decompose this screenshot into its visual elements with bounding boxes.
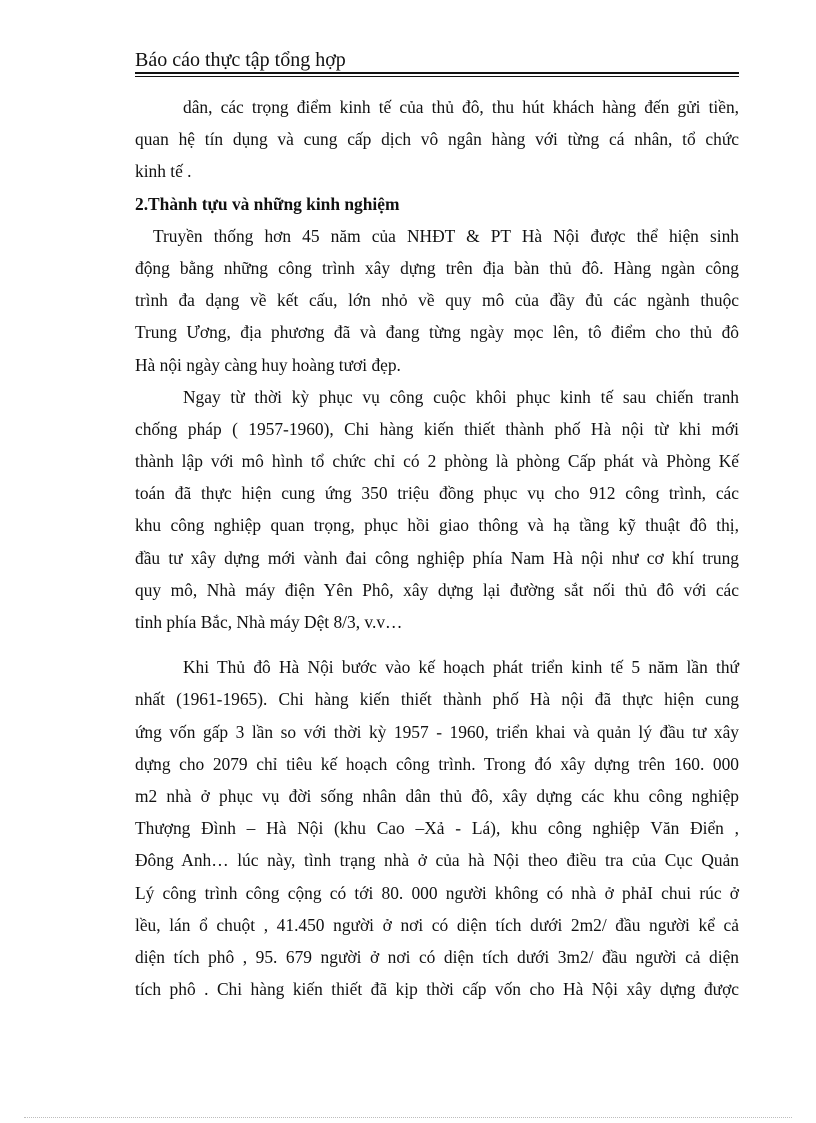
paragraph-line: nhất (1961-1965). Chi hàng kiến thiết thành phố Hà nội đã thực hiện cung [135, 689, 739, 710]
paragraph-line: toán đã thực hiện cung ứng 350 triệu đồng phục vụ cho 912 công trình, các [135, 483, 739, 504]
paragraph-line: ứng vốn gấp 3 lần so với thời kỳ 1957 - 1960, triển khai và quản lý đầu tư xây [135, 721, 739, 742]
paragraph-line: Đông Anh… lúc này, tình trạng nhà ở của hà Nội theo điều tra của Cục Quản [135, 850, 739, 871]
document-body [135, 91, 739, 1005]
paragraph-line: động bằng những công trình xây dựng trên địa bàn thủ đô. Hàng ngàn công [135, 257, 739, 278]
header-rule [135, 72, 739, 74]
paragraph-line: trình đa dạng về kết cấu, lớn nhỏ về quy mô của đầy đủ các ngành thuộc [135, 290, 739, 311]
paragraph-line: diện tích phô , 95. 679 người ở nơi có diện tích dưới 3m2/ đầu người cả diện [135, 946, 739, 967]
paragraph-line: Khi Thủ đô Hà Nội bước vào kế hoạch phát triển kinh tế 5 năm lần thứ [183, 657, 739, 678]
paragraph-line: Lý công trình công cộng có tới 80. 000 người không có nhà ở phảI chui rúc ở [135, 882, 739, 903]
paragraph-line: kinh tế . [135, 161, 192, 182]
section-heading: 2.Thành tựu và những kinh nghiệm [135, 193, 400, 214]
paragraph-line: thành lập với mô hình tổ chức chỉ có 2 phòng là phòng Cấp phát và Phòng Kế [135, 451, 739, 472]
paragraph-line: dựng cho 2079 chỉ tiêu kế hoạch công trình. Trong đó xây dựng trên 160. 000 [135, 753, 739, 774]
paragraph-line: Ngay từ thời kỳ phục vụ công cuộc khôi phục kinh tế sau chiến tranh [183, 386, 739, 407]
paragraph-line: Trung Ương, địa phương đã và đang từng ngày mọc lên, tô điểm cho thủ đô [135, 322, 739, 343]
page-header [135, 48, 739, 72]
paragraph-spacer [135, 638, 739, 651]
paragraph-line: lều, lán ổ chuột , 41.450 người ở nơi có diện tích dưới 2m2/ đầu người kể cả [135, 914, 739, 935]
paragraph-line: chống pháp ( 1957-1960), Chi hàng kiến thiết thành phố Hà nội từ khi mới [135, 418, 739, 439]
paragraph-line: quy mô, Nhà máy điện Yên Phô, xây dựng lại đường sắt nối thủ đô với các [135, 579, 739, 600]
paragraph-line: Thượng Đình – Hà Nội (khu Cao –Xả - Lá), khu công nghiệp Văn Điển , [135, 818, 739, 839]
paragraph-line: đầu tư xây dựng mới vành đai công nghiệp phía Nam Hà nội như cơ khí trung [135, 547, 739, 568]
paragraph-line: Hà nội ngày càng huy hoàng tươi đẹp. [135, 354, 401, 375]
paragraph-line: dân, các trọng điểm kinh tế của thủ đô, thu hút khách hàng đến gửi tiền, [183, 97, 739, 117]
paragraph-line: quan hệ tín dụng và cung cấp dịch vô ngân hàng với từng cá nhân, tổ chức [135, 129, 739, 150]
header-title: Báo cáo thực tập tổng hợp [135, 49, 346, 71]
paragraph-line: khu công nghiệp quan trọng, phục hồi giao thông và hạ tầng kỹ thuật đô thị, [135, 515, 739, 536]
paragraph-line: m2 nhà ở phục vụ đời sống nhân dân thủ đô, xây dựng các khu công nghiệp [135, 785, 739, 806]
page-bottom-border [24, 1117, 792, 1118]
paragraph-line: tỉnh phía Bắc, Nhà máy Dệt 8/3, v.v… [135, 612, 403, 632]
paragraph-line: tích phô . Chi hàng kiến thiết đã kịp thời cấp vốn cho Hà Nội xây dựng được [135, 979, 739, 1000]
header-rule-thin [135, 76, 739, 77]
paragraph-line: Truyền thống hơn 45 năm của NHĐT & PT Hà Nội được thể hiện sinh [153, 225, 739, 246]
